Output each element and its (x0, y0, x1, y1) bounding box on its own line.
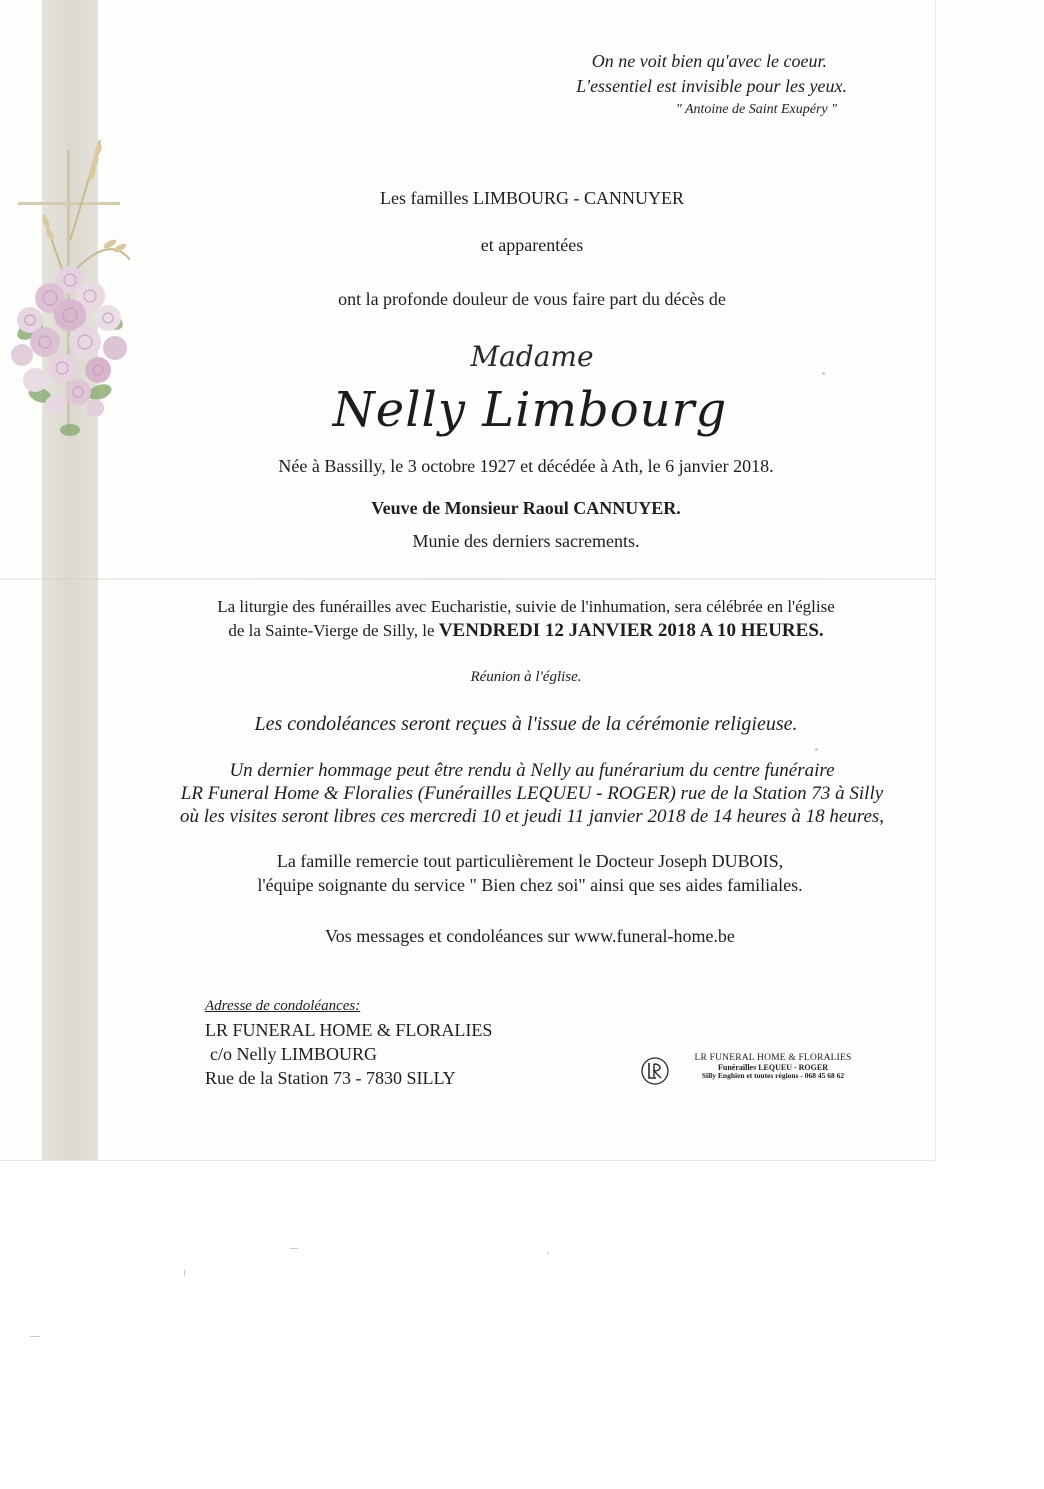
logo-name: LR FUNERAL HOME & FLORALIES (694, 1053, 852, 1063)
hommage-line-3: où les visites seront libres ces mercredi 10 et jeudi 11 janvier 2018 de 14 heures à 18 heures, (179, 806, 885, 827)
deceased-name: Nelly Limbourg (332, 382, 728, 438)
card-bottom-edge (0, 1160, 935, 1161)
scan-speck (290, 1248, 298, 1249)
logo-text (673, 1054, 873, 1080)
scan-speck (30, 1336, 40, 1337)
fold-line (0, 578, 935, 580)
families-line: Les familles LIMBOURG - CANNUYER (380, 188, 684, 208)
address-line-3: Rue de la Station 73 - 7830 SILLY (205, 1068, 456, 1088)
logo-region: Silly Enghien et toutes régions - 068 45 68 62 (701, 1071, 845, 1081)
quote-line-1: On ne voit bien qu'avec le coeur. (591, 51, 827, 71)
hommage-line-1: Un dernier hommage peut être rendu à Nelly au funérarium du centre funéraire (229, 760, 835, 781)
deceased-title: Madame (470, 340, 594, 373)
logo-subtitle: Funérailles LEQUEU - ROGER (717, 1062, 828, 1072)
liturgy-line-1: La liturgie des funérailles avec Eucharistie, suivie de l'inhumation, sera célébrée en l'église (217, 597, 835, 616)
scan-speck (822, 372, 825, 375)
sacraments-line: Munie des derniers sacrements. (412, 531, 640, 551)
scan-speck (547, 1252, 549, 1254)
quote-author: " Antoine de Saint Exupéry " (675, 102, 837, 117)
address-line-2: c/o Nelly LIMBOURG (210, 1044, 377, 1064)
address-label: Adresse de condoléances: (205, 998, 361, 1014)
widow-line: Veuve de Monsieur Raoul CANNUYER. (371, 498, 681, 518)
liturgy-line-2 (4, 620, 1044, 642)
card-right-edge (935, 0, 936, 1160)
thanks-line-1: La famille remercie tout particulièrement le Docteur Joseph DUBOIS, (276, 851, 784, 871)
liturgy-line-2-prefix: de la Sainte-Vierge de Silly, le (228, 621, 439, 640)
lr-monogram-icon (640, 1056, 670, 1086)
hommage-line-2: LR Funeral Home & Floralies (Funérailles LEQUEU - ROGER) rue de la Station 73 à Silly (180, 783, 884, 804)
liturgy-date: VENDREDI 12 JANVIER 2018 A 10 HEURES. (438, 620, 824, 641)
thanks-line-2: l'équipe soignante du service " Bien chez soi" ainsi que ses aides familiales. (257, 875, 803, 895)
messages-line: Vos messages et condoléances sur www.funeral-home.be (325, 926, 735, 946)
address-line-1: LR FUNERAL HOME & FLORALIES (205, 1020, 493, 1040)
scan-speck (815, 748, 818, 751)
birth-death-line: Née à Bassilly, le 3 octobre 1927 et décédée à Ath, le 6 janvier 2018. (278, 456, 774, 476)
meeting-line: Réunion à l'église. (470, 669, 582, 685)
quote-line-2: L'essentiel est invisible pour les yeux. (576, 76, 847, 96)
condolences-line: Les condoléances seront reçues à l'issue de la cérémonie religieuse. (254, 713, 798, 735)
related-line: et apparentées (480, 235, 584, 255)
grief-line: ont la profonde douleur de vous faire part du décès de (338, 289, 726, 309)
scan-speck (184, 1270, 185, 1276)
funeral-home-logo (640, 1054, 870, 1090)
